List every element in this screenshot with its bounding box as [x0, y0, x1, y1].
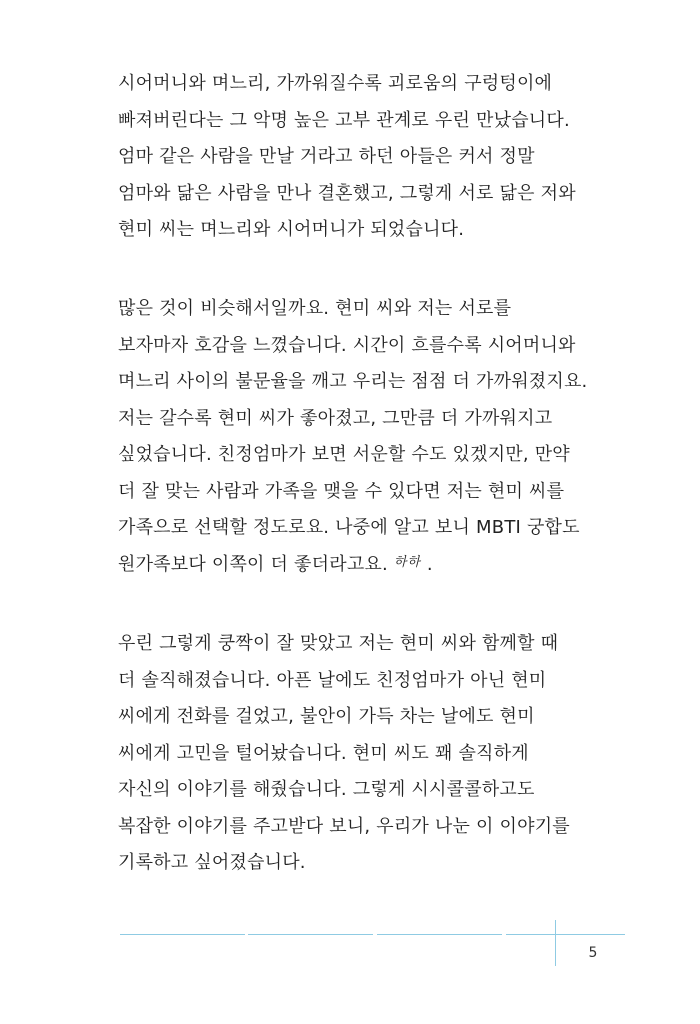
- text-line: 엄마 같은 사람을 만날 거라고 하던 아들은 커서 정말: [118, 146, 535, 167]
- text-line: 복잡한 이야기를 주고받다 보니, 우리가 나눈 이 이야기를: [118, 815, 570, 837]
- text-line: 시어머니와 며느리, 가까워질수록 괴로움의 구렁텅이에: [118, 73, 553, 94]
- text-line: 빠져버린다는 그 악명 높은 고부 관계로 우린 만났습니다.: [118, 109, 570, 131]
- laugh-text: 하하: [393, 554, 421, 570]
- paragraph-3: [118, 626, 638, 882]
- paragraph-2: [118, 291, 638, 583]
- paragraph-1: [118, 66, 638, 249]
- text-line: 며느리 사이의 불문율을 깨고 우리는 점점 더 가까워졌지요.: [118, 371, 588, 392]
- text-line: 자신의 이야기를 해줬습니다. 그렇게 시시콜콜하고도: [118, 779, 535, 800]
- text-line: 싶었습니다. 친정엄마가 보면 서운할 수도 있겠지만, 만약: [118, 444, 570, 465]
- last-line-period: .: [426, 553, 433, 575]
- last-line-text: 원가족보다 이쪽이 더 좋더라고요.: [118, 553, 388, 575]
- text-line: 씨에게 전화를 걸었고, 불안이 가득 차는 날에도 현미: [118, 706, 535, 727]
- footer-rule: [120, 934, 625, 936]
- text-line: 저는 갈수록 현미 씨가 좋아졌고, 그만큼 더 가까워지고: [118, 407, 553, 429]
- text-line: 현미 씨는 며느리와 시어머니가 되었습니다.: [118, 219, 465, 240]
- text-line: 가족으로 선택할 정도로요. 나중에 알고 보니 MBTI 궁합도: [118, 517, 580, 538]
- footer-rule-segment: [377, 934, 502, 935]
- text-line: 기록하고 싶어졌습니다.: [118, 852, 306, 873]
- text-line: 더 솔직해졌습니다. 아픈 날에도 친정엄마가 아닌 현미: [118, 669, 547, 691]
- footer-rule-segment: [248, 934, 373, 935]
- page-number: 5: [588, 945, 598, 961]
- text-line: 더 잘 맞는 사람과 가족을 맺을 수 있다면 저는 현미 씨를: [118, 480, 565, 502]
- text-line: 보자마자 호감을 느꼈습니다. 시간이 흐를수록 시어머니와: [118, 334, 576, 356]
- footer-rule-segment: [120, 934, 245, 935]
- text-line-last: [118, 547, 638, 584]
- footer-vertical-rule: [555, 920, 556, 966]
- text-line: 우린 그렇게 쿵짝이 잘 맞았고 저는 현미 씨와 함께할 때: [118, 633, 559, 654]
- text-line: 많은 것이 비슷해서일까요. 현미 씨와 저는 서로를: [118, 298, 512, 319]
- text-line: 씨에게 고민을 털어놨습니다. 현미 씨도 꽤 솔직하게: [118, 742, 529, 764]
- text-line: 엄마와 닮은 사람을 만나 결혼했고, 그렇게 서로 닮은 저와: [118, 182, 576, 204]
- footer-rule-segment: [506, 934, 625, 935]
